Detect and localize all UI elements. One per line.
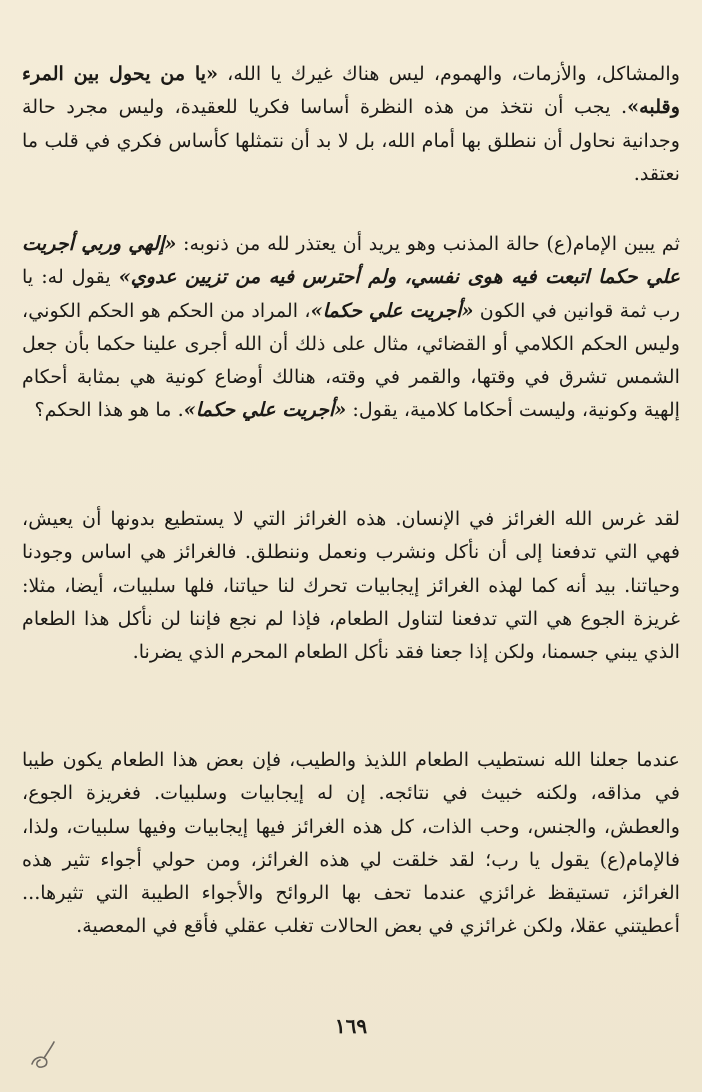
quoted-supplication: «أجريت علي حكما»	[183, 398, 347, 422]
quoted-supplication: «إلهي وربي أجريت علي حكما اتبعت فيه هوى نفسي، ولم أحترس فيه من تزيين عدوي»	[22, 232, 681, 289]
body-text: عندما جعلنا الله نستطيب الطعام اللذيذ والطيب، فإن بعض هذا الطعام يكون طيبا في مذاقه، ولكنه خبيث في نتائجه. إن له إيجابيات وسلبيات. فغريزة الجوع، والعطش، والجنس، وحب الذات، كل هذه الغرائز فيها إيجابيات وفيها سلبيات، ولذا، فالإمام(ع) يقول يا رب؛ لقد خلقت لي هذه الغرائز، ومن حولي أجواء تثير هذه الغرائز، تستيقظ غرائزي عندما تحف بها الروائح والأجواء الطيبة التي تثيرها... أعطيتني عقلا، ولكن غرائزي في بعض الحالات تغلب عقلي فأقع في المعصية.	[22, 748, 681, 938]
paragraph-text	[22, 57, 680, 190]
quoted-supplication: «أجريت علي حكما»	[310, 298, 474, 322]
body-text: ثم يبين الإمام(ع) حالة المذنب وهو يريد أن يعتذر لله من ذنوبه:	[176, 232, 680, 255]
paragraph-text	[22, 227, 680, 427]
body-text: ، المراد من الحكم هو الحكم الكوني، وليس الحكم الكلامي أو القضائي، مثال على ذلك أن الله أجرى علينا حكما بأن جعل الشمس تشرق في وقتها، والقمر في وقته، هنالك أوضاع كونية هي بمثابة أحكام إلهية وكونية، وليست أحكاما كلامية، يقول:	[22, 298, 680, 422]
paragraph-1	[22, 57, 680, 190]
quoted-supplication: «يا من يحول بين المرء وقلبه»	[22, 62, 680, 119]
page-number: ١٦٩	[334, 1014, 368, 1038]
paragraph-2	[22, 227, 680, 427]
paragraph-text	[22, 502, 680, 668]
body-text: لقد غرس الله الغرائز في الإنسان. هذه الغرائز التي لا يستطيع بدونها أن يعيش، فهي التي تدفعنا إلى أن نأكل ونشرب ونعمل وننطلق. فالغرائز هي اساس وجودنا وحياتنا. بيد أنه كما لهذه الغرائز إيجابيات تحرك لنا حياتنا، فلها سلبيات، أيضا، مثلا: غريزة الجوع هي التي تدفعنا لتناول الطعام، فإذا لم نجع فإننا لن نأكل هذا الطعام الذي يبني جسمنا، ولكن إذا جعنا فقد نأكل الطعام المحرم الذي يضرنا.	[22, 507, 680, 664]
paragraph-text	[22, 743, 680, 943]
paragraph-4	[22, 743, 680, 943]
body-text: والمشاكل، والأزمات، والهموم، ليس هناك غيرك يا الله،	[218, 62, 680, 85]
paragraph-3	[22, 502, 680, 668]
handwritten-pencil-mark	[26, 1038, 62, 1072]
body-text: . يجب أن نتخذ من هذه النظرة أساسا فكريا للعقيدة، وليس مجرد حالة وجدانية نحاول أن ننطلق بها أمام الله، بل لا بد أن نتمثلها كأساس فكري في قلب ما نعتقد.	[22, 95, 680, 185]
body-text: . ما هو هذا الحكم؟	[34, 398, 184, 422]
body-text: يقول له: يا رب ثمة قوانين في الكون	[22, 265, 680, 322]
